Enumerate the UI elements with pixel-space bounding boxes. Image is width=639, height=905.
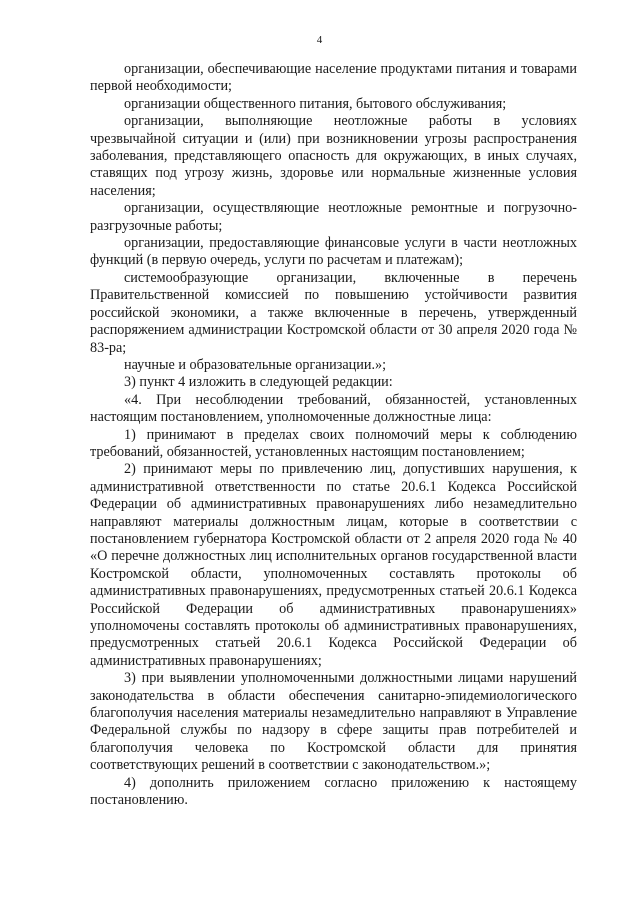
paragraph-clause-4-sub-2: 2) принимают меры по привлечению лиц, допустивших нарушения, к административной ответственности по статье 20.6.1 Кодекса Российской Федерации об административных правонарушениях либо незамедлительно направляют материалы должностным лицам, которые в соответствии с постановлением губернатора Костромской области от 2 апреля 2020 года № 40 «О перечне должностных лиц исполнительных органов государственной власти Костромской области, уполномоченных составлять протоколы об административных правонарушениях, предусмотренных статьей 20.6.1 Кодекса Российской Федерации об административных правонарушениях» уполномочены составлять протоколы об административных правонарушениях, предусмотренных статьей 20.6.1 Кодекса Российской Федерации об административных правонарушениях; [90, 461, 577, 669]
paragraph-scientific-organizations: научные и образовательные организации.»; [124, 356, 387, 373]
paragraph-repair-organizations: организации, осуществляющие неотложные ремонтные и погрузочно-разгрузочные работы; [90, 200, 577, 234]
paragraph-clause-4-intro: «4. При несоблюдении требований, обязанностей, установленных настоящим постановлением, уполномоченные должностные лица: [90, 391, 577, 426]
paragraph-emergency-work-organizations: организации, выполняющие неотложные работы в условиях чрезвычайной ситуации и (или) при возникновении угрозы распространения заболевания, представляющего опасность для окружающих, в иных случаях, ставящих под угрозу жизнь, здоровье или нормальные жизненные условия населения; [90, 113, 577, 199]
paragraph-clause-4-sub-3: 3) при выявлении уполномоченными должностными лицами нарушений законодательства в области обеспечения санитарно-эпидемиологического благополучия населения материалы незамедлительно направляют в Управление Федеральной службы по надзору в сфере защиты прав потребителей и благополучия человека по Костромской области для принятия соответствующих решений в соответствии с законодательством.»; [90, 670, 577, 774]
paragraph-backbone-organizations: системообразующие организации, включенные в перечень Правительственной комиссией по повышению устойчивости развития российской экономики, а также включенные в перечень, утвержденный распоряжением администрации Костромской области от 30 апреля 2020 года № 83-ра; [90, 269, 577, 356]
paragraph-item-4-appendix: 4) дополнить приложением согласно приложению к настоящему постановлению. [90, 774, 577, 809]
document-body [90, 61, 577, 809]
paragraph-catering-organizations: организации общественного питания, бытового обслуживания; [124, 95, 507, 112]
paragraph-item-3-header: 3) пункт 4 изложить в следующей редакции: [124, 374, 393, 391]
page-number: 4 [316, 34, 323, 46]
paragraph-financial-organizations: организации, предоставляющие финансовые услуги в части неотложных функций (в первую очередь, услуги по расчетам и платежам); [90, 235, 577, 269]
paragraph-clause-4-sub-1: 1) принимают в пределах своих полномочий меры к соблюдению требований, обязанностей, установленных настоящим постановлением; [90, 426, 577, 460]
paragraph-food-supply-organizations: организации, обеспечивающие население продуктами питания и товарами первой необходимости; [90, 61, 577, 95]
